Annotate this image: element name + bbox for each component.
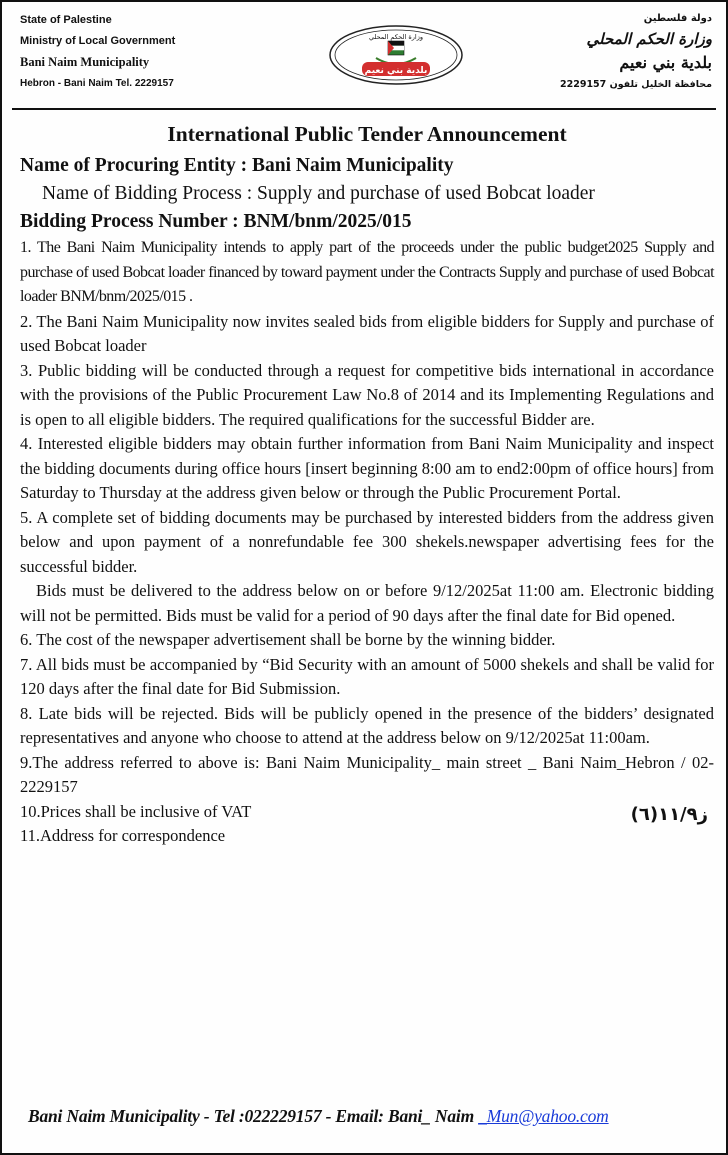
bidding-process-number: Bidding Process Number : BNM/bnm/2025/015 bbox=[20, 211, 412, 232]
clause-3: 3. Public bidding will be conducted through a request for competitive bids international in accordance with the provisions of the Public Procurement Law No.8 of 2014 and its Implementing Regulations and is open to all eligible bidders. The required qualifications for the successful Bidder are. bbox=[20, 360, 714, 429]
municipality-emblem-icon bbox=[326, 24, 466, 86]
ministry-name: Ministry of Local Government bbox=[20, 35, 176, 47]
municipality-address-arabic bbox=[492, 76, 712, 94]
letterhead-arabic bbox=[492, 10, 712, 94]
clause-5: 5. A complete set of bidding documents may be purchased by interested bidders from the address given below and upon payment of a nonrefundable fee 300 shekels.newspaper advertising fees for the successful bidder. bbox=[20, 507, 714, 576]
clause-2: 2. The Bani Naim Municipality now invites sealed bids from eligible bidders for Supply and purchase of used Bobcat loader bbox=[20, 311, 714, 355]
notice-title: International Public Tender Announcement bbox=[167, 122, 567, 146]
clause-8: 8. Late bids will be rejected. Bids will be publicly opened in the presence of the bidders’ designated representatives and anyone who choose to attend at the address below on 9/12/2025at 11:00am. bbox=[20, 703, 714, 747]
footer-contact bbox=[28, 1103, 718, 1129]
clause-4: 4. Interested eligible bidders may obtain further information from Bani Naim Municipality and inspect the bidding documents during office hours [insert beginning 8:00 am to end2:00pm of office hours] from Saturday to Thursday at the address given below or through the Public Procurement Portal. bbox=[20, 434, 714, 502]
clause-9: 9.The address referred to above is: Bani Naim Municipality_ main street _ Bani Naim_Hebron / 02-2229157 bbox=[20, 752, 714, 796]
clause-6: 6. The cost of the newspaper advertisement shall be borne by the winning bidder. bbox=[20, 630, 556, 649]
letterhead-english bbox=[20, 10, 280, 94]
letterhead bbox=[2, 2, 726, 110]
procuring-entity: Name of Procuring Entity : Bani Naim Municipality bbox=[20, 155, 454, 176]
footer-text: Bani Naim Municipality - Tel :022229157 - Email: Bani_ Naim bbox=[28, 1106, 479, 1126]
clause-7: 7. All bids must be accompanied by “Bid Security with an amount of 5000 shekels and shall be valid for 120 days after the final date for Bid Submission. bbox=[20, 654, 714, 698]
logo-ministry-text: وزارة الحكم المحلي bbox=[369, 33, 423, 41]
clause-10: 10.Prices shall be inclusive of VAT bbox=[20, 801, 252, 821]
clause-11: 11.Address for correspondence bbox=[20, 826, 226, 845]
header-divider bbox=[12, 108, 716, 110]
state-name: State of Palestine bbox=[20, 14, 112, 26]
governorate-label-arabic: محافظة الخليل تلفون bbox=[609, 79, 712, 90]
phone-number: 2229157 bbox=[560, 79, 607, 90]
municipality-name: Bani Naim Municipality bbox=[20, 55, 150, 69]
ministry-name-arabic: وزارة الحكم المحلي bbox=[586, 30, 712, 48]
notice-body bbox=[20, 116, 714, 849]
state-name-arabic: دولة فلسطين bbox=[643, 13, 712, 24]
municipality-address: Hebron - Bani Naim Tel. 2229157 bbox=[20, 78, 174, 89]
municipality-name-arabic: بلدية بني نعيم bbox=[619, 53, 712, 72]
clause-bid-delivery: Bids must be delivered to the address below on or before 9/12/2025at 11:00 am. Electronic bidding will not be permitted. Bids must be valid for a period of 90 days after the final date for Bid opened. bbox=[20, 581, 714, 625]
publication-stamp: ز١١/٩(٦) bbox=[630, 803, 708, 825]
bidding-process-name: Name of Bidding Process : Supply and purchase of used Bobcat loader bbox=[42, 183, 595, 204]
closing-clauses bbox=[20, 800, 714, 849]
municipality-logo bbox=[326, 24, 466, 86]
clause-1: 1. The Bani Naim Municipality intends to apply part of the proceeds under the public budget2025 Supply and purchase of used Bobcat loader financed by toward payment under the Contracts Supply and purchase of used Bobcat loader BNM/bnm/2025/015 . bbox=[20, 239, 714, 305]
logo-municipality-text: بلدية بني نعيم bbox=[364, 66, 428, 76]
footer-email-link[interactable]: _Mun@yahoo.com bbox=[478, 1106, 609, 1126]
